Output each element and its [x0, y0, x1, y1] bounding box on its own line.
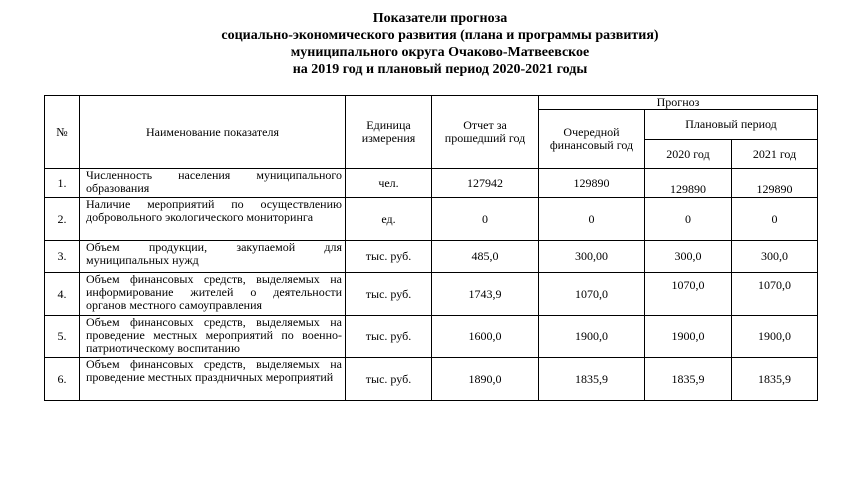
- row-next: 300,00: [539, 241, 645, 273]
- row-num: 1.: [45, 169, 80, 198]
- row-next: 1835,9: [539, 358, 645, 401]
- header-next-year: Очередной финансовый год: [539, 110, 645, 169]
- row-name: Объем финансовых средств, выделяемых на проведение местных мероприятий по военно-патриотическому воспитанию: [80, 316, 346, 358]
- row-2021: 1835,9: [732, 358, 818, 401]
- table-row: [45, 316, 818, 358]
- row-unit: ед.: [346, 198, 432, 241]
- row-2020: 300,0: [645, 241, 732, 273]
- row-2020: 129890: [645, 169, 732, 198]
- row-next: 1070,0: [539, 273, 645, 316]
- header-name: Наименование показателя: [80, 96, 346, 169]
- table-row: [45, 273, 818, 316]
- row-report: 485,0: [432, 241, 539, 273]
- header-2021: 2021 год: [732, 140, 818, 169]
- header-report: Отчет за прошедший год: [432, 96, 539, 169]
- row-name: Объем продукции, закупаемой для муниципальных нужд: [80, 241, 346, 273]
- header-2020: 2020 год: [645, 140, 732, 169]
- row-report: 1890,0: [432, 358, 539, 401]
- row-num: 4.: [45, 273, 80, 316]
- row-2020: 0: [645, 198, 732, 241]
- header-forecast: Прогноз: [539, 96, 818, 110]
- row-name: Объем финансовых средств, выделяемых на проведение местных праздничных мероприятий: [80, 358, 346, 401]
- title-line-2: социально-экономического развития (плана и программы развития): [221, 28, 659, 43]
- row-next: 0: [539, 198, 645, 241]
- title-line-4: на 2019 год и плановый период 2020-2021 годы: [292, 62, 588, 77]
- forecast-table: [44, 95, 818, 401]
- row-unit: тыс. руб.: [346, 358, 432, 401]
- row-unit: тыс. руб.: [346, 316, 432, 358]
- row-2020: 1070,0: [645, 273, 732, 316]
- header-unit: Единица измерения: [346, 96, 432, 169]
- table-row: [45, 241, 818, 273]
- row-num: 2.: [45, 198, 80, 241]
- row-2021: 300,0: [732, 241, 818, 273]
- row-next: 1900,0: [539, 316, 645, 358]
- row-2021: 1900,0: [732, 316, 818, 358]
- row-name: Наличие мероприятий по осуществлению добровольного экологического мониторинга: [80, 198, 346, 241]
- header-planned-period: Плановый период: [645, 110, 818, 140]
- row-num: 6.: [45, 358, 80, 401]
- row-2020: 1900,0: [645, 316, 732, 358]
- document-title: [0, 10, 865, 78]
- table-row: [45, 198, 818, 241]
- row-report: 127942: [432, 169, 539, 198]
- title-line-3: муниципального округа Очаково-Матвеевское: [290, 45, 590, 60]
- title-line-1: Показатели прогноза: [372, 11, 508, 26]
- row-num: 3.: [45, 241, 80, 273]
- row-2021: 0: [732, 198, 818, 241]
- row-report: 1743,9: [432, 273, 539, 316]
- row-2021: 129890: [732, 169, 818, 198]
- row-unit: тыс. руб.: [346, 273, 432, 316]
- row-unit: тыс. руб.: [346, 241, 432, 273]
- row-name: Численность населения муниципального образования: [80, 169, 346, 198]
- table-row: [45, 358, 818, 401]
- row-report: 0: [432, 198, 539, 241]
- row-unit: чел.: [346, 169, 432, 198]
- row-num: 5.: [45, 316, 80, 358]
- row-2021: 1070,0: [732, 273, 818, 316]
- header-num: №: [45, 96, 80, 169]
- row-name: Объем финансовых средств, выделяемых на информирование жителей о деятельности органов местного самоуправления: [80, 273, 346, 316]
- table-row: [45, 169, 818, 198]
- row-2020: 1835,9: [645, 358, 732, 401]
- row-next: 129890: [539, 169, 645, 198]
- row-report: 1600,0: [432, 316, 539, 358]
